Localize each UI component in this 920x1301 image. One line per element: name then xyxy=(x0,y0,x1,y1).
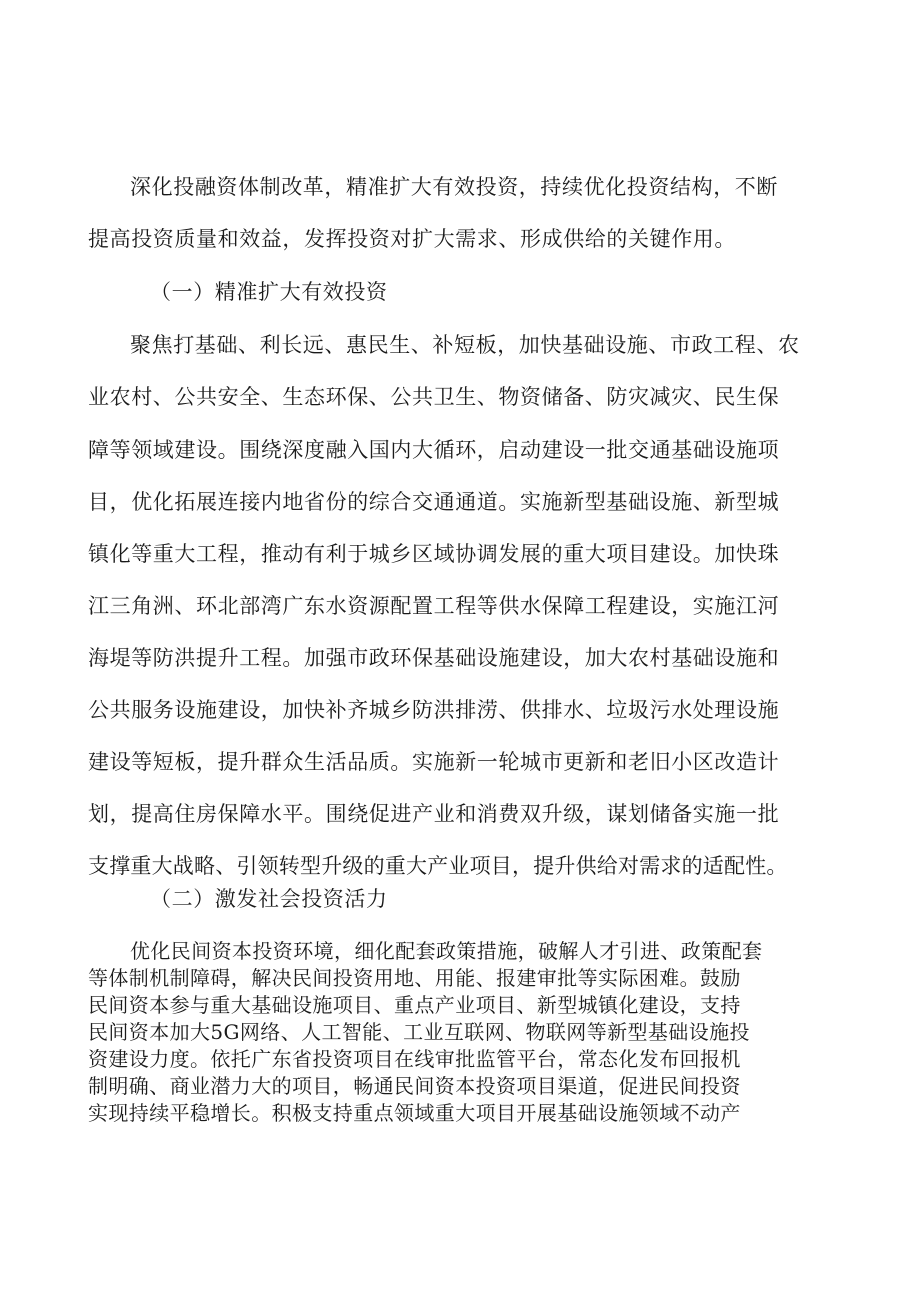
section-heading: （二）激发社会投资活力 xyxy=(150,887,388,911)
intro-line: 深化投融资体制改革，精准扩大有效投资，持续优化投资结构，不断 xyxy=(130,175,778,199)
body-line: 障等领域建设。围绕深度融入国内大循环，启动建设一批交通基础设施项 xyxy=(88,438,780,462)
body-line: 制明确、商业潜力大的项目，畅通民间资本投资项目渠道，促进民间投资 xyxy=(88,1074,741,1098)
body-line: 民间资本加大5G网络、人工智能、工业互联网、物联网等新型基础设施投 xyxy=(88,1020,750,1044)
body-line: 江三角洲、环北部湾广东水资源配置工程等供水保障工程建设，实施江河 xyxy=(88,594,780,618)
body-line: 聚焦打基础、利长远、惠民生、补短板，加快基础设施、市政工程、农 xyxy=(130,333,800,357)
body-line: 资建设力度。依托广东省投资项目在线审批监管平台，常态化发布回报机 xyxy=(88,1047,741,1071)
body-line: 支撑重大战略、引领转型升级的重大产业项目，提升供给对需求的适配性。 xyxy=(88,854,788,878)
body-line: 业农村、公共安全、生态环保、公共卫生、物资储备、防灾减灾、民生保 xyxy=(88,385,780,409)
body-line: 民间资本参与重大基础设施项目、重点产业项目、新型城镇化建设，支持 xyxy=(88,993,741,1017)
body-line: 公共服务设施建设，加快补齐城乡防洪排涝、供排水、垃圾污水处理设施 xyxy=(88,698,780,722)
body-line: 优化民间资本投资环境，细化配套政策措施，破解人才引进、政策配套 xyxy=(130,939,763,963)
body-line: 等体制机制障碍，解决民间投资用地、用能、报建审批等实际困难。鼓励 xyxy=(88,966,741,990)
body-line: 镇化等重大工程，推动有利于城乡区域协调发展的重大项目建设。加快珠 xyxy=(88,542,780,566)
body-line: 目，优化拓展连接内地省份的综合交通通道。实施新型基础设施、新型城 xyxy=(88,490,780,514)
body-line: 划，提高住房保障水平。围绕促进产业和消费双升级，谋划储备实施一批 xyxy=(88,802,780,826)
body-line: 建设等短板，提升群众生活品质。实施新一轮城市更新和老旧小区改造计 xyxy=(88,750,780,774)
body-line: 海堤等防洪提升工程。加强市政环保基础设施建设，加大农村基础设施和 xyxy=(88,646,780,670)
body-line: 实现持续平稳增长。积极支持重点领域重大项目开展基础设施领域不动产 xyxy=(88,1101,741,1125)
section-heading: （一）精准扩大有效投资 xyxy=(150,280,388,304)
intro-line: 提高投资质量和效益，发挥投资对扩大需求、形成供给的关键作用。 xyxy=(88,227,736,251)
